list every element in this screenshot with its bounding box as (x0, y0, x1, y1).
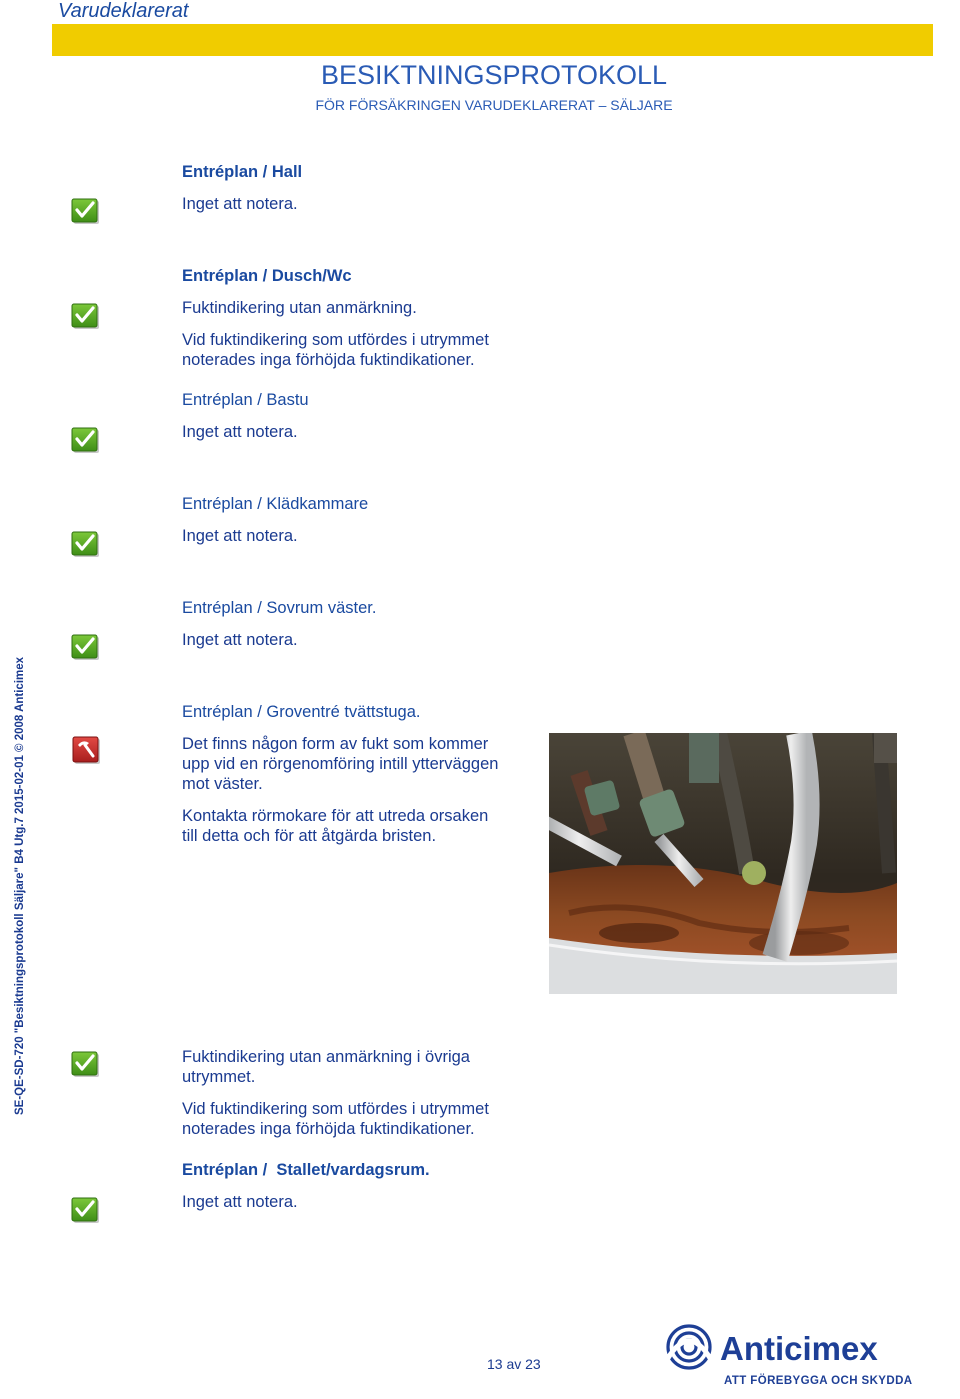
document-label: Varudeklarerat (58, 0, 189, 22)
checkmark-icon (71, 633, 101, 661)
entry-text: mot väster. (182, 775, 263, 793)
entry-heading: Entréplan / Groventré tvättstuga. (182, 703, 421, 721)
entry-text: Fuktindikering utan anmärkning. (182, 299, 417, 317)
entry-text: noterades inga förhöjda fuktindikationer. (182, 351, 475, 369)
document-reference-text: SE-QE-SD-720 "Besiktningsprotokoll Säljare" B4 Utg.7 2015-02-01 © 2008 Anticimex (14, 656, 26, 1115)
entry-text: Inget att notera. (182, 1193, 298, 1211)
checkmark-icon (71, 1196, 101, 1224)
checkmark-icon (71, 1050, 101, 1078)
entry-text: Fuktindikering utan anmärkning i övriga (182, 1048, 470, 1066)
entry-heading: Entréplan / Sovrum väster. (182, 599, 377, 617)
entry-text: utrymmet. (182, 1068, 256, 1086)
entry-heading: Entréplan / Dusch/Wc (182, 267, 352, 285)
entry-heading: Entréplan / Bastu (182, 391, 309, 409)
hammer-remark-icon (72, 735, 102, 765)
entry-text: Inget att notera. (182, 423, 298, 441)
entry-text: Inget att notera. (182, 631, 298, 649)
entry-heading: Entréplan / Hall (182, 163, 303, 181)
entry-text: Inget att notera. (182, 195, 298, 213)
anticimex-logo (664, 1322, 946, 1390)
entry-text: upp vid en rörgenomföring intill ytterväggen (182, 755, 499, 773)
entry-text: Vid fuktindikering som utfördes i utrymmet (182, 331, 489, 349)
checkmark-icon (71, 302, 101, 330)
document-title: BESIKTNINGSPROTOKOLL (320, 60, 668, 90)
entry-heading: Entréplan / Stallet/vardagsrum. (182, 1161, 430, 1179)
document-subtitle: FÖR FÖRSÄKRINGEN VARUDEKLARERAT – SÄLJARE (315, 97, 673, 113)
entry-text: Vid fuktindikering som utfördes i utrymmet (182, 1100, 489, 1118)
page-number: 13 av 23 (487, 1356, 541, 1372)
checkmark-icon (71, 426, 101, 454)
logo-wordmark: Anticimex (720, 1330, 878, 1367)
logo-tagline: ATT FÖREBYGGA OCH SKYDDA (724, 1375, 913, 1387)
entry-text: till detta och för att åtgärda bristen. (182, 827, 437, 845)
entry-heading: Entréplan / Klädkammare (182, 495, 369, 513)
header-bar (52, 24, 933, 56)
checkmark-icon (71, 530, 101, 558)
entry-text: Det finns någon form av fukt som kommer (182, 735, 489, 753)
entry-text: Inget att notera. (182, 527, 298, 545)
checkmark-icon (71, 197, 101, 225)
entry-text: noterades inga förhöjda fuktindikationer. (182, 1120, 475, 1138)
entry-text: Kontakta rörmokare för att utreda orsaken (182, 807, 489, 825)
moisture-pipe-photo (549, 733, 897, 994)
